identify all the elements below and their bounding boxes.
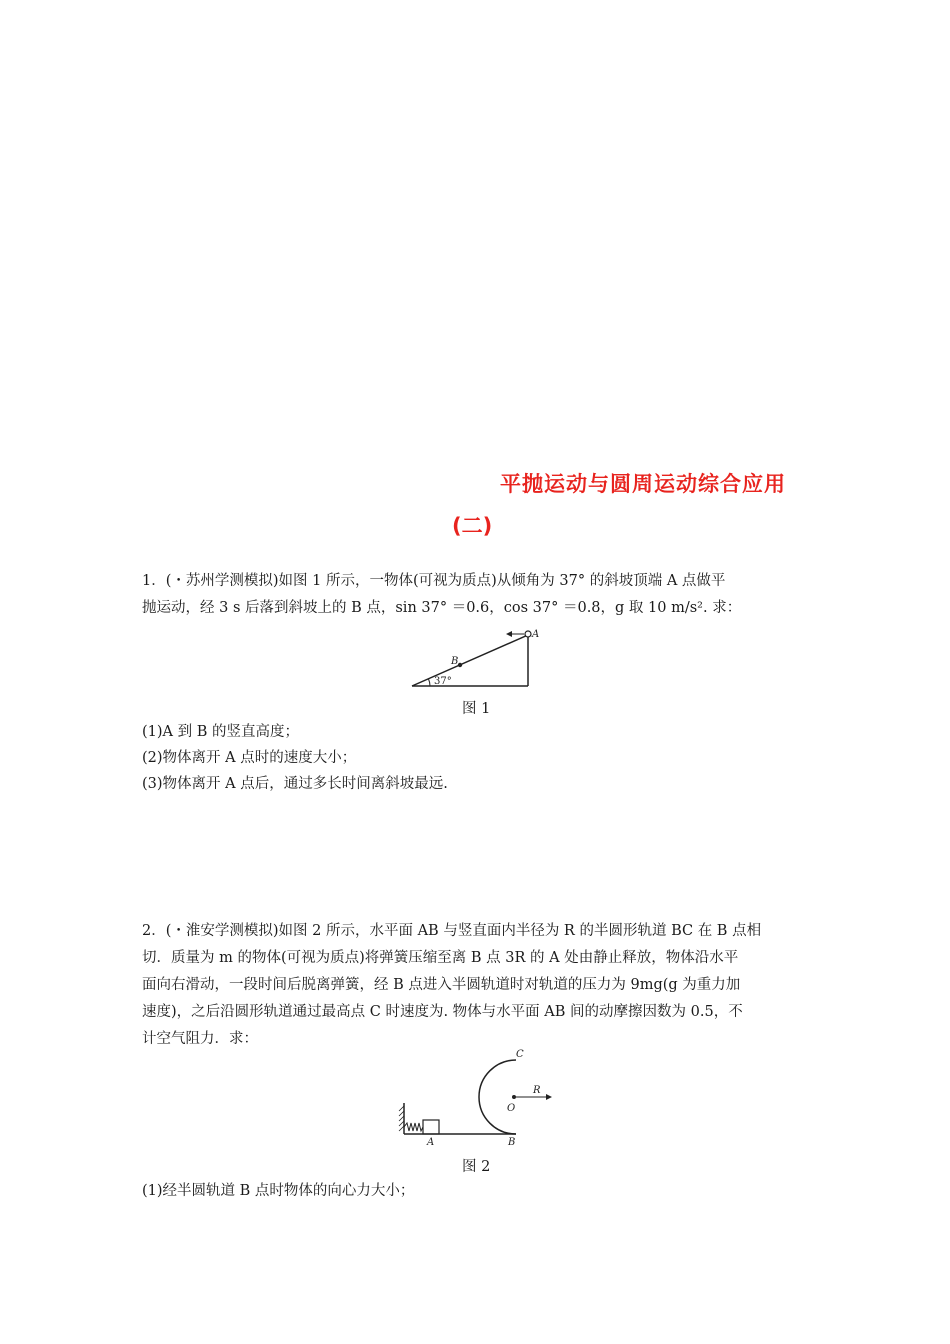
radius-arrowhead (546, 1094, 552, 1100)
figure-2-track (396, 1048, 566, 1148)
question-1-text (142, 568, 822, 622)
semicircle-track (479, 1060, 516, 1134)
question-2-line-5: 计空气阻力．求： (142, 1031, 258, 1047)
block (423, 1120, 439, 1134)
point-o-label: O (507, 1103, 516, 1114)
page-subtitle: (二) (452, 514, 493, 538)
point-b-label: B (451, 656, 459, 667)
figure-1-incline (408, 624, 548, 694)
point-a-marker (525, 631, 531, 637)
spring (404, 1123, 423, 1131)
point-b-label: B (508, 1137, 516, 1148)
question-2-sub-1: (1)经半圆轨道 B 点时物体的向心力大小； (142, 1183, 415, 1199)
question-2-line-3: 面向右滑动，一段时间后脱离弹簧，经 B 点进入半圆轨道时对轨道的压力为 9mg(g 为重力加 (142, 977, 741, 993)
question-2-line-1: 2．(・淮安学测模拟)如图 2 所示，水平面 AB 与竖直面内半径为 R 的半圆形轨道 BC 在 B 点相 (142, 923, 762, 939)
angle-label: 37° (434, 676, 452, 687)
angle-arc (429, 679, 431, 686)
question-2-line-4: 速度)，之后沿圆形轨道通过最高点 C 时速度为. 物体与水平面 AB 间的动摩擦因数为 0.5，不 (142, 1004, 743, 1020)
question-1-sub-2: (2)物体离开 A 点时的速度大小； (142, 750, 357, 766)
question-2-line-2: 切．质量为 m 的物体(可视为质点)将弹簧压缩至离 B 点 3R 的 A 处由静止释放，物体沿水平 (142, 950, 739, 966)
question-1-line-2: 抛运动，经 3 s 后落到斜坡上的 B 点，sin 37° ＝0.6，cos 37° ＝0.8，g 取 10 m/s². 求： (142, 600, 742, 616)
point-a-label: A (427, 1137, 435, 1148)
point-c-label: C (516, 1049, 524, 1060)
question-1-sub-3: (3)物体离开 A 点后，通过多长时间离斜坡最远. (142, 776, 448, 792)
question-1-sub-1: (1)A 到 B 的竖直高度； (142, 724, 299, 740)
question-2-text (142, 918, 822, 1053)
page-title: 平抛运动与圆周运动综合应用 (500, 472, 786, 496)
question-1-line-1: 1．(・苏州学测模拟)如图 1 所示，一物体(可视为质点)从倾角为 37° 的斜坡顶端 A 点做平 (142, 573, 726, 589)
radius-label: R (533, 1085, 541, 1096)
point-b-marker (458, 663, 462, 667)
incline-slope (412, 635, 528, 686)
figure-1-caption: 图 1 (462, 701, 491, 717)
point-a-label: A (532, 629, 540, 640)
figure-2-caption: 图 2 (462, 1159, 491, 1175)
center-o-marker (512, 1095, 516, 1099)
velocity-arrowhead (506, 631, 512, 637)
